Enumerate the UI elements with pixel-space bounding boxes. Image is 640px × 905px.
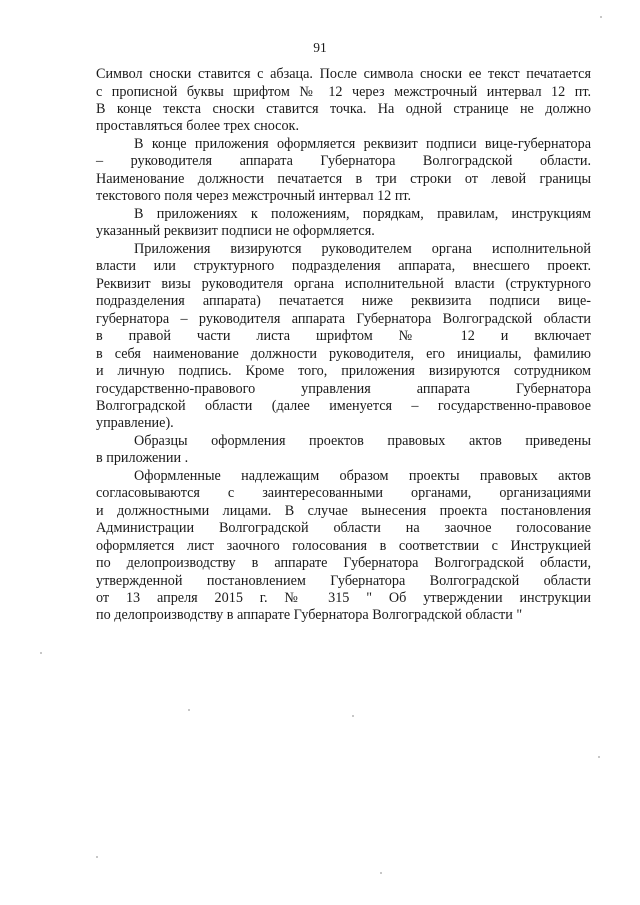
scan-speck	[598, 756, 600, 758]
text-line: проставляться более трех сносок.	[96, 118, 299, 134]
text-line: В конце приложения оформляется реквизит подписи вице-губернатора	[134, 136, 591, 152]
text-line: власти или структурного подразделения аппарата, внесшего проект.	[96, 258, 591, 274]
text-line: в себя наименование должности руководителя, его инициалы, фамилию	[96, 346, 591, 362]
text-line: Символ сноски ставится с абзаца. После символа сноски ее текст печатается	[96, 66, 591, 82]
text-line: в правой части листа шрифтом № 12 и включает	[96, 328, 591, 344]
text-line: с прописной буквы шрифтом № 12 через межстрочный интервал 12 пт.	[96, 84, 591, 100]
text-line: по делопроизводству в аппарате Губернатора Волгоградской области,	[96, 555, 591, 571]
text-line: Реквизит визы руководителя органа исполнительной власти (структурного	[96, 276, 591, 292]
text-line: от 13 апреля 2015 г. № 315 " Об утверждении инструкции	[96, 590, 591, 606]
scan-speck	[600, 16, 602, 18]
text-line: – руководителя аппарата Губернатора Волгоградской области.	[96, 153, 591, 169]
text-line: указанный реквизит подписи не оформляется.	[96, 223, 375, 239]
scan-speck	[380, 872, 382, 874]
text-line: В конце текста сноски ставится точка. На одной странице не должно	[96, 101, 591, 117]
text-line: подразделения аппарата) печатается ниже реквизита подписи вице-	[96, 293, 591, 309]
text-line: управление).	[96, 415, 174, 431]
text-line: текстового поля через межстрочный интервал 12 пт.	[96, 188, 412, 204]
text-line: Наименование должности печатается в три строки от левой границы	[96, 171, 591, 187]
text-line: Волгоградской области (далее именуется – государственно-правовое	[96, 398, 591, 414]
text-line: и личную подпись. Кроме того, приложения визируются сотрудником	[96, 363, 591, 379]
text-line: Образцы оформления проектов правовых актов приведены	[134, 433, 591, 449]
scan-speck	[188, 709, 190, 711]
text-line: Администрации Волгоградской области на заочное голосование	[96, 520, 591, 536]
text-line: государственно-правового управления аппарата Губернатора	[96, 381, 591, 397]
text-line: Приложения визируются руководителем органа исполнительной	[134, 241, 591, 257]
scan-speck	[40, 652, 42, 654]
scan-speck	[96, 856, 98, 858]
text-line: в приложении .	[96, 450, 189, 466]
text-line: оформляется лист заочного голосования в соответствии с Инструкцией	[96, 538, 591, 554]
text-line: согласовываются с заинтересованными органами, организациями	[96, 485, 591, 501]
text-line: утвержденной постановлением Губернатора Волгоградской области	[96, 573, 591, 589]
text-line: по делопроизводству в аппарате Губернатора Волгоградской области "	[96, 607, 523, 623]
page-number: 91	[313, 40, 327, 55]
scan-speck	[352, 715, 354, 717]
text-line: В приложениях к положениям, порядкам, правилам, инструкциям	[134, 206, 591, 222]
text-line: и должностными лицами. В случае вынесения проекта постановления	[96, 503, 591, 519]
text-line: Оформленные надлежащим образом проекты правовых актов	[134, 468, 591, 484]
text-line: губернатора – руководителя аппарата Губернатора Волгоградской области	[96, 311, 591, 327]
